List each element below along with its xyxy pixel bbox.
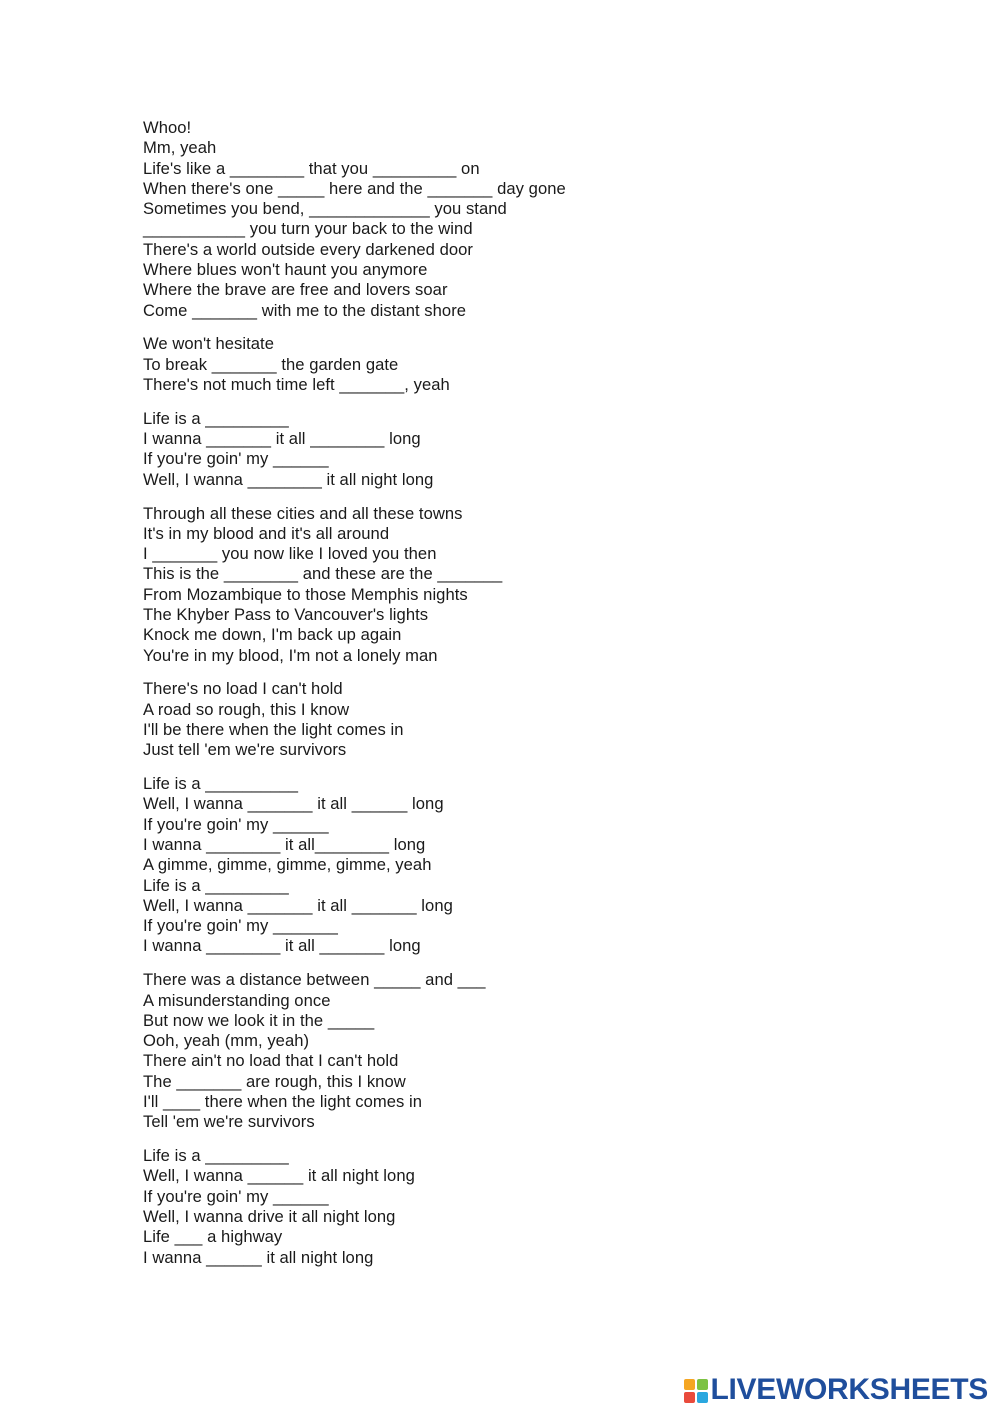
lyric-line: It's in my blood and it's all around bbox=[143, 523, 390, 543]
lyric-line: Knock me down, I'm back up again bbox=[143, 625, 402, 645]
lyric-line: The _______ are rough, this I know bbox=[143, 1071, 406, 1091]
lyric-line: Well, I wanna _______ it all ______ long bbox=[143, 794, 444, 814]
lyric-line: We won't hesitate bbox=[143, 334, 274, 354]
lyric-line: If you're goin' my ______ bbox=[143, 1186, 329, 1206]
lyric-line: If you're goin' my ______ bbox=[143, 814, 329, 834]
lyric-line: There was a distance between _____ and ___ bbox=[143, 970, 486, 990]
lyric-line: Tell 'em we're survivors bbox=[143, 1112, 315, 1132]
stanza bbox=[143, 1146, 763, 1268]
lyric-line: I wanna ________ it all _______ long bbox=[143, 936, 421, 956]
lyric-line: To break _______ the garden gate bbox=[143, 354, 399, 374]
lyric-line: Mm, yeah bbox=[143, 138, 217, 158]
lyric-line: A road so rough, this I know bbox=[143, 699, 350, 719]
stanza bbox=[143, 970, 763, 1132]
lyric-line: If you're goin' my ______ bbox=[143, 449, 329, 469]
lyric-line: Whoo! bbox=[143, 118, 192, 137]
lyric-line: Life is a _________ bbox=[143, 1146, 289, 1166]
logo-mark-square bbox=[684, 1379, 695, 1390]
lyric-line: Life's like a ________ that you _________ on bbox=[143, 158, 480, 178]
lyric-line: Where blues won't haunt you anymore bbox=[143, 260, 428, 280]
stanza bbox=[143, 334, 763, 395]
lyric-line: There's not much time left _______, yeah bbox=[143, 375, 450, 395]
logo-mark-square bbox=[684, 1392, 695, 1403]
lyric-line: Well, I wanna ________ it all night long bbox=[143, 469, 434, 489]
lyric-line: I wanna ______ it all night long bbox=[143, 1247, 374, 1267]
lyric-line: I _______ you now like I loved you then bbox=[143, 544, 437, 564]
stanza bbox=[143, 118, 763, 321]
lyric-line: Life is a _________ bbox=[143, 875, 289, 895]
lyric-line: Come _______ with me to the distant shore bbox=[143, 300, 467, 320]
lyric-line: When there's one _____ here and the _______ day gone bbox=[143, 178, 566, 198]
stanza bbox=[143, 504, 763, 666]
lyric-line: Life is a _________ bbox=[143, 408, 289, 428]
lyric-line: Life is a __________ bbox=[143, 774, 299, 794]
lyric-line: There's no load I can't hold bbox=[143, 679, 343, 699]
stanza bbox=[143, 409, 763, 490]
lyric-line: This is the ________ and these are the _______ bbox=[143, 564, 503, 584]
lyric-line: I wanna ________ it all________ long bbox=[143, 835, 426, 854]
lyric-line: Where the brave are free and lovers soar bbox=[143, 280, 448, 300]
lyric-line: A misunderstanding once bbox=[143, 990, 331, 1010]
lyric-line: Through all these cities and all these towns bbox=[143, 503, 463, 523]
lyric-line: Well, I wanna drive it all night long bbox=[143, 1207, 396, 1227]
stanza bbox=[143, 679, 763, 760]
lyrics-body bbox=[143, 118, 763, 1281]
logo-mark-icon bbox=[684, 1379, 708, 1403]
lyric-line: Ooh, yeah (mm, yeah) bbox=[143, 1031, 310, 1051]
stanza bbox=[143, 774, 763, 957]
lyric-line: From Mozambique to those Memphis nights bbox=[143, 584, 468, 604]
lyric-line: I wanna _______ it all ________ long bbox=[143, 429, 421, 449]
lyric-line: But now we look it in the _____ bbox=[143, 1010, 375, 1030]
lyric-line: Just tell 'em we're survivors bbox=[143, 740, 347, 760]
lyric-line: Sometimes you bend, _____________ you stand bbox=[143, 199, 507, 219]
lyric-line: There's a world outside every darkened door bbox=[143, 239, 473, 259]
logo-mark-square bbox=[697, 1392, 708, 1403]
lyric-line: Life ___ a highway bbox=[143, 1227, 283, 1247]
lyric-line: There ain't no load that I can't hold bbox=[143, 1051, 399, 1071]
logo-mark-square bbox=[697, 1379, 708, 1390]
lyric-line: I'll be there when the light comes in bbox=[143, 720, 404, 740]
lyric-line: Well, I wanna ______ it all night long bbox=[143, 1166, 415, 1186]
lyric-line: I'll ____ there when the light comes in bbox=[143, 1092, 423, 1112]
lyric-line: A gimme, gimme, gimme, gimme, yeah bbox=[143, 855, 432, 875]
logo-text: LIVEWORKSHEETS bbox=[710, 1373, 988, 1406]
lyric-line: You're in my blood, I'm not a lonely man bbox=[143, 645, 438, 665]
lyric-line: The Khyber Pass to Vancouver's lights bbox=[143, 605, 429, 625]
lyric-line: Well, I wanna _______ it all _______ long bbox=[143, 895, 453, 915]
liveworksheets-logo bbox=[684, 1374, 989, 1406]
lyric-line: If you're goin' my _______ bbox=[143, 916, 338, 936]
lyric-line: ___________ you turn your back to the wind bbox=[143, 219, 473, 239]
